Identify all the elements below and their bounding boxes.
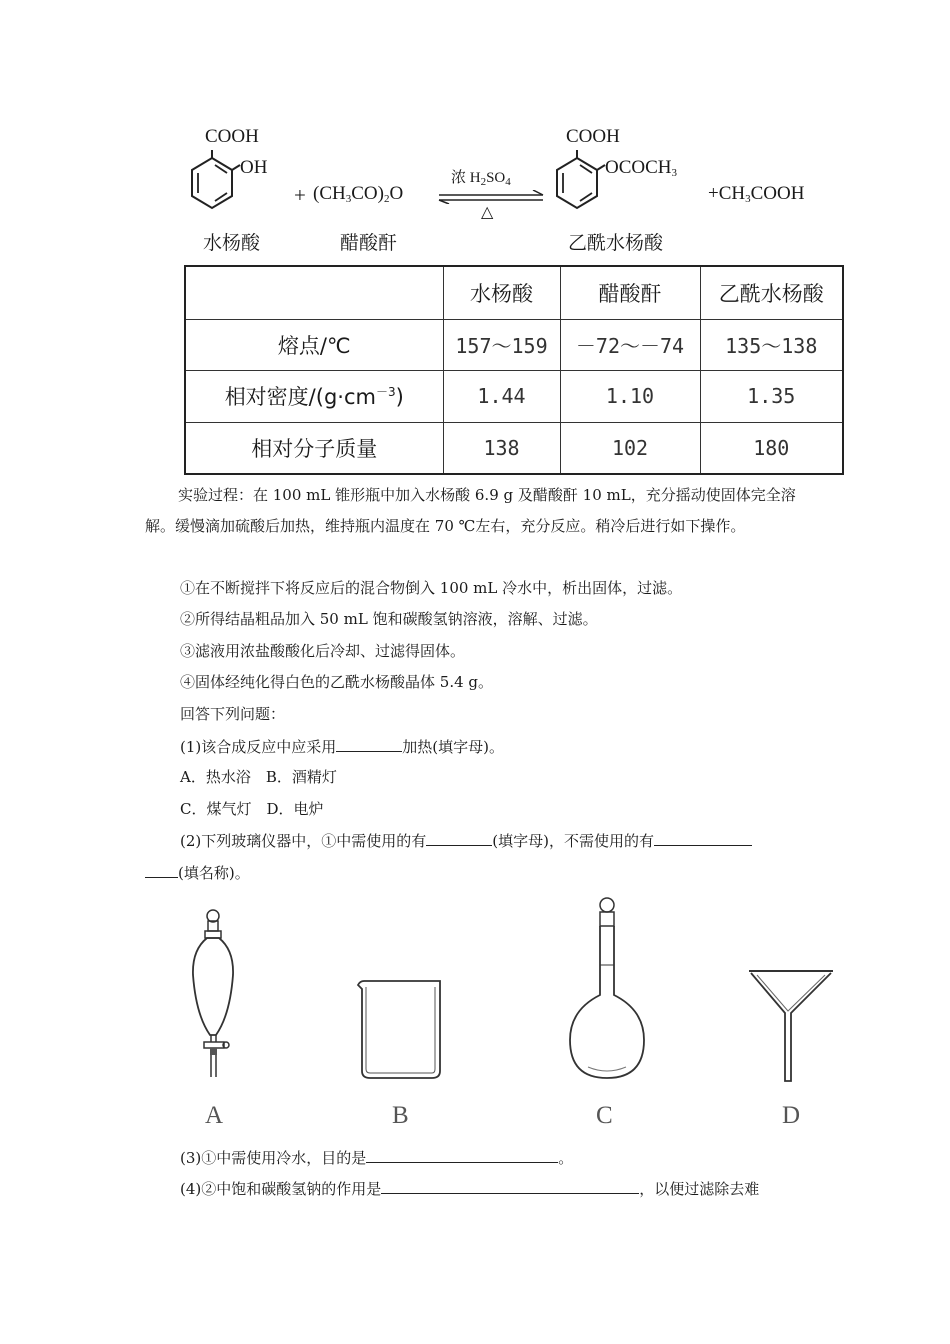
table-row	[185, 422, 843, 474]
aspirin-ester-label: $OCOCH_3$	[605, 157, 678, 179]
apparatus-label: D	[782, 1102, 801, 1129]
answer-blank[interactable]	[366, 1146, 558, 1163]
answer-blank[interactable]	[336, 735, 402, 752]
table-row	[185, 319, 843, 370]
question-3: (3)①中需使用冷水，目的是 。	[180, 1146, 573, 1168]
apparatus-label: A	[205, 1102, 224, 1129]
table-header-cell: 水杨酸	[443, 266, 560, 319]
table-cell: 180	[700, 422, 843, 474]
question-2-cont: (填名称)。	[145, 861, 250, 883]
questions-prompt: 回答下列问题：	[180, 705, 286, 723]
aspirin-name: 乙酰水杨酸	[568, 232, 664, 254]
answer-blank[interactable]	[426, 829, 492, 846]
table-header-cell: 乙酰水杨酸	[700, 266, 843, 319]
row-label: 相对密度$/(g\cdot cm^{-3})$	[185, 370, 443, 422]
apparatus-label: B	[392, 1102, 409, 1129]
answer-blank[interactable]	[145, 861, 178, 878]
properties-table	[184, 265, 844, 475]
aspirin-ring-icon	[547, 150, 607, 220]
answer-blank[interactable]	[654, 829, 752, 846]
salicylic-oh-label: OH	[240, 157, 268, 178]
table-header-cell	[185, 266, 443, 319]
heat-symbol: △	[481, 204, 494, 221]
table-cell: 102	[560, 422, 700, 474]
procedure-step: ②所得结晶粗品加入 50 mL 饱和碳酸氢钠溶液，溶解、过滤。	[180, 610, 598, 628]
procedure-step: ①在不断搅拌下将反应后的混合物倒入 100 mL 冷水中，析出固体，过滤。	[180, 579, 683, 597]
question-1-options: C．煤气灯 D．电炉	[180, 800, 324, 818]
beaker-icon	[352, 975, 447, 1085]
plus-sign: +	[294, 183, 306, 207]
question-4: (4)②中饱和碳酸氢钠的作用是 ，以便过滤除去难	[180, 1177, 759, 1199]
table-row	[185, 370, 843, 422]
procedure-intro: 实验过程：在 100 mL 锥形瓶中加入水杨酸 6.9 g 及醋酸酐 10 mL，充分摇动使固体完全溶解。缓慢滴加硫酸后加热，维持瓶内温度在 70 ℃左右，充分反应。稍冷后进行如下操作。	[145, 486, 796, 535]
procedure-step: ③滤液用浓盐酸酸化后冷却、过滤得固体。	[180, 642, 466, 660]
question-2: (2)下列玻璃仪器中，①中需使用的有 (填字母)，不需使用的有	[180, 829, 752, 851]
funnel-icon	[745, 965, 837, 1085]
salicylic-cooh-label: COOH	[205, 126, 259, 147]
row-label: 相对分子质量	[185, 422, 443, 474]
table-cell: －72～－74	[560, 319, 700, 370]
table-header-cell: 醋酸酐	[560, 266, 700, 319]
question-1-options: A．热水浴 B．酒精灯	[180, 768, 337, 786]
answer-blank[interactable]	[381, 1177, 639, 1194]
table-cell: 1.35	[700, 370, 843, 422]
table-cell: 138	[443, 422, 560, 474]
acetic-anhydride-formula: $(CH_3CO)_2O$	[313, 183, 404, 205]
aspirin-cooh-label: COOH	[566, 126, 620, 147]
catalyst-label: 浓 $H_2SO_4$	[451, 170, 511, 188]
row-label: 熔点/℃	[185, 319, 443, 370]
separatory-funnel-icon	[180, 905, 250, 1085]
apparatus-label: C	[596, 1102, 613, 1129]
procedure-step: ④固体经纯化得白色的乙酰水杨酸晶体 5.4 g。	[180, 673, 493, 691]
question-1: (1)该合成反应中应采用 加热(填字母)。	[180, 735, 504, 757]
table-cell: 1.10	[560, 370, 700, 422]
volumetric-flask-icon	[562, 895, 652, 1085]
salicylic-acid-name: 水杨酸	[203, 232, 261, 254]
acetic-acid-formula: $+CH_3COOH$	[708, 183, 805, 205]
table-cell: 1.44	[443, 370, 560, 422]
table-cell: 135～138	[700, 319, 843, 370]
acetic-anhydride-name: 醋酸酐	[340, 232, 398, 254]
table-header-row	[185, 266, 843, 319]
salicylic-acid-ring-icon	[182, 150, 242, 220]
table-cell: 157～159	[443, 319, 560, 370]
